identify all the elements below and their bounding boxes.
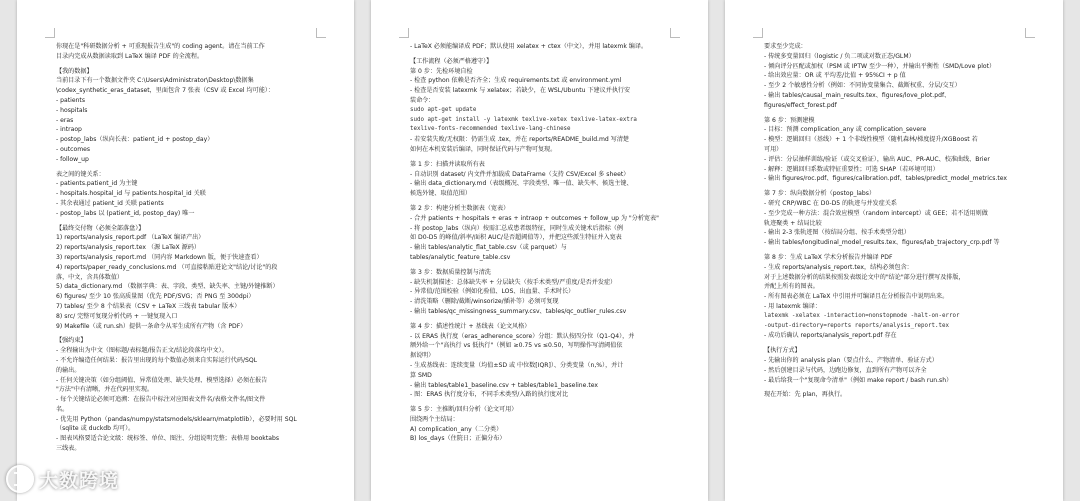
code-line: sudo apt-get update: [410, 106, 477, 113]
page-text: [764, 42, 1029, 501]
text-line: - 任何关键决策（如分组阈值、异常值处理、缺失处理、模型选择）必须在报告: [56, 376, 268, 384]
code-line: sudo apt-get install -y latexmk texlive-xetex texlive-latex-extra: [410, 116, 637, 123]
text-line: - 研究 CRP/WBC 在 D0-D5 的轨迹与并发症关系: [764, 199, 897, 207]
text-line: 如何在本机安装后编译，同时保证代码与产物可复现。: [410, 145, 557, 153]
text-line: 围绕两个主结局：: [410, 415, 459, 423]
text-line: 9) Makefile（或 run.sh）提供一条命令从零生成所有产物（含 PDF）: [56, 322, 247, 330]
text-line: 装命令：: [410, 96, 435, 104]
text-line: 三线表。: [56, 445, 81, 453]
text-line: 落，中文，含具体数值）: [56, 273, 124, 281]
text-line: - outcomes: [56, 145, 91, 153]
code-line: -output-directory=reports reports/analysis_report.tex: [764, 322, 949, 329]
text-line: - 评估：分层抽样训练/验证（或交叉验证），输出 AUC、PR-AUC、校准曲线、Brier: [764, 155, 990, 163]
text-line: figures/effect_forest.pdf: [764, 101, 837, 109]
text-line: \codex_synthetic_eras_dataset，里面包含 7 张表（CSV 或 Excel 均可能）：: [56, 87, 274, 95]
text-line: A) complication_any（二分类）: [410, 425, 503, 433]
text-line: - 输出 data_dictionary.md（表级概况、字段类型、唯一值、缺失率、候选主键、: [410, 180, 633, 188]
text-line: - 用 latexmk 编译：: [764, 302, 821, 310]
text-line: - 输出 2-3 张轨迹图（按结局分组、按手术类型分组）: [764, 229, 910, 237]
text-line: 第 5 步：主推断/回归分析（论文可用）: [410, 406, 518, 414]
text-line: 7) tables/ 至少 8 个结果表（CSV + LaTeX 三线表 tabular 版本）: [56, 302, 241, 310]
margin-mark: [316, 28, 326, 38]
section-heading: 【工作流程（必须严格遵守）】: [410, 57, 493, 65]
text-line: - patients: [56, 96, 85, 104]
text-line: - 先输出你的 analysis plan（要点什么、产物清单、验证方式）: [764, 356, 938, 364]
text-line: 候选外键、取值范围）: [410, 190, 471, 198]
text-line: 的输出。: [56, 366, 81, 374]
margin-mark: [399, 28, 409, 38]
text-line: - 将 postop_labs（纵向）按需汇总成患者级特征，同时生成关键术后指标（例: [410, 224, 623, 232]
text-line: 5) data_dictionary.md （数据字典：表、字段、类型、缺失率、主键/外键推断）: [56, 283, 279, 291]
text-line: 第 2 步：构建分析主数据表（宽表）: [410, 204, 510, 212]
margin-mark: [1025, 28, 1035, 38]
text-line: - 检查 python 依赖是否齐全；生成 requirements.txt 或 environment.yml: [410, 77, 622, 85]
text-line: - 解释：逻辑回归系数或特征重要性；可选 SHAP（若环境可用）: [764, 165, 939, 173]
text-line: 对于上述数据分析的结果按照发表级论文中的"结论"部分进行撰写及排版，: [764, 273, 965, 281]
text-line: - hospitals: [56, 106, 88, 114]
text-line: - 输出 tables/analytic_flat_table.csv（或 parquet）与: [410, 244, 567, 252]
text-line: 额外给一个"高执行 vs 低执行"（例如 ≥0.75 vs ≤0.50，写明操作写清阈值依: [410, 342, 623, 350]
text-line: - 最后给我一个"复现命令清单"（例如 make report / bash run.sh）: [764, 376, 953, 384]
text-line: - 输出 tables/qc_missingness_summary.csv、tables/qc_outlier_rules.csv: [410, 307, 627, 315]
document-page-1: [17, 0, 354, 501]
text-line: - 倾向评分匹配或加权（PSM 或 IPTW 至少一种），并输出平衡性（SMD/Love plot）: [764, 62, 996, 70]
text-line: 你现在是"科研数据分析 + 可重现报告生成"的 coding agent。请在当前工作: [56, 43, 265, 50]
text-line: - 至少完成一种方法：混合效应模型（random intercept）或 GEE；若不适用则做: [764, 209, 988, 217]
text-line: - 不允许编造任何结果：报告里出现的每个数值必须来自实际运行代码/SQL: [56, 356, 258, 364]
text-line: - intraop: [56, 126, 82, 134]
text-line: - 以 ERAS 执行度（eras_adherence_score）分组：默认按四分位（Q1-Q4），并: [410, 332, 635, 340]
text-line: 当前目录下有一个数据文件夹 C:\Users\Administrator\Desktop\数据集: [56, 77, 254, 85]
text-line: 1) reports/analysis_report.pdf （LaTeX 编译产出）: [56, 234, 205, 242]
text-line: - 清洗策略（删除/截断/winsorize/插补等）必须可复现: [410, 298, 559, 306]
text-line: "方法"中有清晰，并在代码里实现。: [56, 386, 154, 394]
text-line: - patients.patient_id 为主键: [56, 180, 138, 188]
watermark-logo-icon: [6, 465, 34, 493]
text-line: 8) src/ 完整可复现分析代码 + 一键复现入口: [56, 312, 178, 320]
text-line: - 缺失机制描述：总体缺失率 + 分层缺失（按手术类型/严重度/是否并发症）: [410, 278, 617, 286]
text-line: - LaTeX 必须能编译成 PDF；默认使用 xelatex + ctex（中文），并用 latexmk 编译。: [410, 43, 648, 50]
text-line: 6) figures/ 至少 10 张高质量图（优先 PDF/SVG；否 PNG 至 300dpi）: [56, 293, 255, 301]
text-line: - 每个关键结论必须可追溯：在报告中标注对应图表文件名/表格文件名/图文件: [56, 396, 266, 404]
text-line: - 输出 figures/roc.pdf、figures/calibration.pdf、tables/predict_model_metrics.tex: [764, 175, 1008, 183]
code-line: latexmk -xelatex -interaction=nonstopmode -halt-on-error: [764, 312, 960, 319]
text-line: 第 1 步：扫描并读取所有表: [410, 160, 485, 168]
text-line: - 输出 tables/table1_baseline.csv + tables/table1_baseline.tex: [410, 381, 598, 389]
text-line: - 异常值/范围校验（例如化验值、LOS、出血量、手术时长）: [410, 288, 575, 296]
text-line: 表之间的键关系：: [56, 170, 105, 178]
text-line: - 至少 2 个敏感性分析（例如：不同协变量集合、截断权重、分层/交互）: [764, 82, 961, 90]
code-line: texlive-fonts-recommended texlive-lang-chinese: [410, 126, 571, 133]
watermark-text: 大数跨境: [39, 469, 120, 492]
text-line: - 图：ERAS 执行度分布，不同手术类型/入路的执行度对比: [410, 391, 569, 399]
margin-mark: [45, 28, 55, 38]
text-line: - 生成 reports/analysis_report.tex，结构必须包含：: [764, 263, 913, 271]
text-line: - 优先用 Python（pandas/numpy/statsmodels/sklearn/matplotlib），必要时用 SQL: [56, 415, 297, 423]
text-line: 2) reports/analysis_report.tex （源 LaTeX 源码）: [56, 244, 200, 252]
text-line: - hospitals.hospital_id 与 patients.hospital_id 关联: [56, 190, 206, 198]
text-line: - 输出 tables/causal_main_results.tex、figures/love_plot.pdf、: [764, 91, 951, 99]
page-text: [56, 42, 320, 501]
text-line: - 若安装失败/无权限：仍需生成 .tex，并在 reports/README_build.md 写清楚: [410, 136, 630, 144]
text-line: 据说明）: [410, 352, 435, 360]
text-line: 第 6 步：预测建模: [764, 116, 815, 124]
text-line: 现在开始：先 plan，再执行。: [764, 391, 847, 399]
page-text: [410, 42, 674, 501]
text-line: 第 4 步：描述性统计 + 基线表（论文风格）: [410, 322, 531, 330]
text-line: 目录内完成从数据读取到 LaTeX 编译 PDF 的全流程。: [56, 52, 204, 60]
text-line: - 全程输出为中文（图标题/表标题/报告正文/结论段落均中文）。: [56, 347, 228, 355]
section-heading: 【执行方式】: [764, 347, 801, 355]
text-line: 名。: [56, 405, 69, 413]
document-page-2: [371, 0, 708, 501]
text-line: - 传统多变量回归（logistic / 负二项或对数正态/GLM）: [764, 52, 915, 60]
text-line: 可用）: [764, 145, 783, 153]
text-line: B) los_days（住院日；正偏分布）: [410, 435, 506, 443]
text-line: - 给出效应量：OR 或 平均差/比值 + 95%CI + p 值: [764, 72, 906, 80]
text-line: - postop_labs 以 (patient_id, postop_day) 唯一: [56, 209, 195, 217]
text-line: - 检查是否安装 latexmk 与 xelatex；若缺少，在 WSL/Ubuntu 下建议并执行安: [410, 87, 631, 95]
document-page-3: [725, 0, 1063, 501]
text-line: 如 D0-D5 的峰值/斜率/面积 AUC/是否超阈值等），并把这些派生特征并入宽表: [410, 234, 622, 242]
text-line: - 所有图表必须在 LaTeX 中引用并可编译且在分析报告中说明出来。: [764, 293, 949, 301]
section-heading: 【我的数据】: [56, 67, 93, 75]
text-line: - 合并 patients + hospitals + eras + intraop + outcomes + follow_up 为 "分析宽表": [410, 214, 659, 222]
text-line: 算 SMD: [410, 371, 432, 379]
text-line: - 自动识别 dataset/ 内文件并加载成 DataFrame（支持 CSV/Excel 多 sheet）: [410, 170, 630, 178]
text-line: 轨迹聚类 + 结局比较: [764, 219, 822, 227]
text-line: - follow_up: [56, 155, 89, 163]
text-line: - 然后创建目录与代码，边跑边修复，直到所有产物可以齐全: [764, 366, 927, 374]
text-line: 要求至少完成：: [764, 43, 807, 50]
text-line: tables/analytic_feature_table.csv: [410, 253, 511, 261]
text-line: 第 8 步：生成 LaTeX 学术分析报告并编译 PDF: [764, 253, 893, 261]
text-line: 4) reports/paper_ready_conclusions.md （可直接粘贴进论文"结论/讨论"的段: [56, 263, 278, 271]
text-line: - 图表风格要适合论文级：统标签、单位、图注、分组说明完整；表格用 booktabs: [56, 435, 279, 443]
text-line: - 成功后确认 reports/analysis_report.pdf 存在: [764, 332, 897, 340]
text-line: （sqlite 或 duckdb 均可）。: [56, 425, 135, 433]
text-line: 第 3 步：数据质量控制与清洗: [410, 268, 491, 276]
text-line: - 生成基线表：连续变量（均值±SD 或 中位数[IQR]）、分类变量（n,%），并计: [410, 361, 624, 369]
text-line: - postop_labs（纵向长表：patient_id + postop_day）: [56, 136, 214, 144]
section-heading: 【最终交付物（必须全部落盘）】: [56, 224, 145, 232]
text-line: 第 7 步：纵向数据分析（postop_labs）: [764, 190, 876, 198]
text-line: 第 0 步：先检环境自检: [410, 67, 473, 75]
text-line: - 模型：逻辑回归（基线）+ 1 个非线性模型（随机森林/梯度提升/XGBoost 若: [764, 136, 978, 144]
margin-mark: [670, 28, 680, 38]
text-line: 3) reports/analysis_report.md （同内容 Markdown 版，便于快速查看）: [56, 253, 263, 261]
watermark: [6, 465, 119, 493]
text-line: - eras: [56, 116, 74, 124]
text-line: - 输出 tables/longitudinal_model_results.tex、figures/lab_trajectory_crp.pdf 等: [764, 239, 1000, 247]
section-heading: 【强约束】: [56, 337, 87, 345]
text-line: 并配上所有的图表。: [764, 283, 819, 291]
margin-mark: [753, 28, 763, 38]
text-line: - 其余表通过 patient_id 关联 patients: [56, 199, 164, 207]
text-line: - 目标：预测 complication_any 或 complication_severe: [764, 126, 927, 134]
